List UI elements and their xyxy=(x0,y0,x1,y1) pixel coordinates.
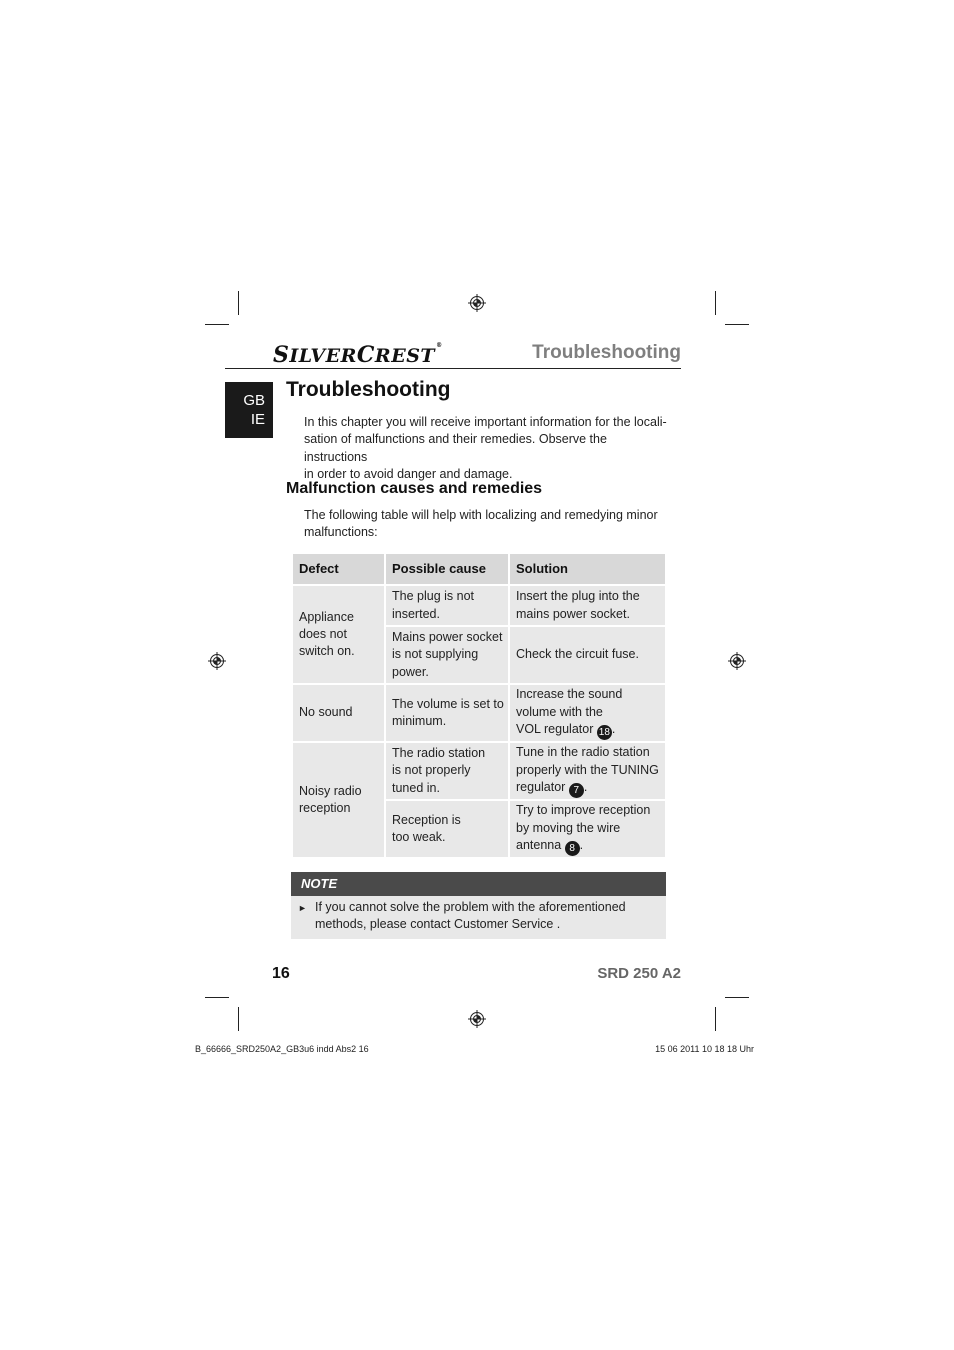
language-code: IE xyxy=(250,411,265,428)
text-line: regulator 7 . xyxy=(516,779,588,796)
text-line: properly with the TUNING xyxy=(516,762,659,777)
column-header: Solution xyxy=(509,553,666,585)
text-line: by moving the wire xyxy=(516,820,621,835)
part-number-badge: 8 xyxy=(565,841,580,856)
column-header: Defect xyxy=(292,553,385,585)
part-number-badge: 7 xyxy=(569,783,584,798)
section-heading: Malfunction causes and remedies xyxy=(286,480,543,497)
model-number: SRD 250 A2 xyxy=(597,965,681,982)
troubleshooting-table xyxy=(291,552,667,859)
cause-cell xyxy=(385,742,509,800)
section-paragraph xyxy=(304,507,670,542)
table-row xyxy=(292,585,666,626)
intro-paragraph xyxy=(304,414,670,483)
text-line: Reception is xyxy=(392,812,461,827)
text-line: in order to avoid danger and damage. xyxy=(304,466,513,481)
defect-cell xyxy=(292,742,385,858)
language-tab xyxy=(225,382,273,438)
text-line: The volume is set to xyxy=(392,696,504,711)
solution-cell xyxy=(509,742,666,800)
registration-mark-icon xyxy=(468,294,486,312)
text-line: inserted. xyxy=(392,606,440,621)
registration-mark-icon xyxy=(208,652,226,670)
page-number: 16 xyxy=(272,965,290,982)
page-title: Troubleshooting xyxy=(286,378,451,401)
defect-cell xyxy=(292,585,385,684)
cause-cell xyxy=(385,626,509,684)
solution-cell xyxy=(509,626,666,684)
text-line: mains power socket. xyxy=(516,606,630,621)
note-heading: NOTE xyxy=(291,872,666,896)
registration-mark-icon xyxy=(728,652,746,670)
text-line: Insert the plug into the xyxy=(516,589,640,604)
crop-mark-bottom-left-v xyxy=(238,1007,239,1031)
text-line: The radio station xyxy=(392,746,486,761)
text-line: Noisy radio xyxy=(299,783,362,798)
table-row xyxy=(292,684,666,742)
text-line: is not properly xyxy=(392,763,471,778)
crop-mark-bottom-right-h xyxy=(725,997,749,998)
crop-mark-top-right-h xyxy=(725,324,749,325)
text-line: The plug is not xyxy=(392,589,474,604)
crop-mark-top-right-v xyxy=(715,291,716,315)
solution-cell xyxy=(509,585,666,626)
language-code: GB xyxy=(243,392,265,409)
text-line: VOL regulator 18 . xyxy=(516,721,616,738)
text-line: Appliance xyxy=(299,609,354,624)
text-line: reception xyxy=(299,801,351,815)
crop-mark-bottom-left-h xyxy=(205,997,229,998)
triangle-right-icon: ► xyxy=(298,903,307,913)
solution-cell xyxy=(509,800,666,858)
text-line: volume with the xyxy=(516,704,603,719)
text-line: methods, please contact Customer Service . xyxy=(315,917,561,932)
text-line: too weak. xyxy=(392,830,446,844)
text-line: antenna 8 . xyxy=(516,837,584,854)
crop-mark-top-left-v xyxy=(238,291,239,315)
header-divider xyxy=(225,368,681,369)
registration-mark-icon xyxy=(468,1010,486,1028)
text-line: Tune in the radio station xyxy=(516,745,650,760)
note-text xyxy=(315,899,660,934)
part-number-badge: 18 xyxy=(598,726,610,738)
text-line: Mains power socket xyxy=(392,630,503,645)
text-line: The following table will help with localizing and remedying minor xyxy=(304,508,658,522)
crop-mark-top-left-h xyxy=(205,324,229,325)
print-slug-file: B_66666_SRD250A2_GB3u6 indd Abs2 16 xyxy=(195,1044,369,1054)
text-line: sation of malfunctions and their remedies. Observe the instructions xyxy=(304,432,607,464)
table-row xyxy=(292,742,666,800)
text-line: minimum. xyxy=(392,714,447,728)
table-header-row xyxy=(292,553,666,585)
text-line: tuned in. xyxy=(392,780,440,795)
text-line: power. xyxy=(392,664,429,679)
text-line: malfunctions: xyxy=(304,525,378,540)
crop-mark-bottom-right-v xyxy=(715,1007,716,1031)
text-line: switch on. xyxy=(299,644,355,659)
text-line: is not supplying xyxy=(392,647,479,662)
text-line: If you cannot solve the problem with the aforementioned xyxy=(315,900,626,914)
running-header-title: Troubleshooting xyxy=(532,342,681,363)
brand-logo: SILVERCREST® xyxy=(273,342,443,368)
solution-cell xyxy=(509,684,666,742)
text-line: No sound xyxy=(299,705,353,720)
text-line: does not xyxy=(299,626,347,641)
text-line: Increase the sound xyxy=(516,687,623,702)
cause-cell xyxy=(385,684,509,742)
text-line: Try to improve reception xyxy=(516,803,651,818)
defect-cell xyxy=(292,684,385,742)
column-header: Possible cause xyxy=(385,553,509,585)
cause-cell xyxy=(385,800,509,858)
print-slug-date: 15 06 2011 10 18 18 Uhr xyxy=(655,1044,754,1054)
text-line: In this chapter you will receive important information for the locali- xyxy=(304,415,667,429)
cause-cell xyxy=(385,585,509,626)
text-line: Check the circuit fuse. xyxy=(516,647,639,662)
